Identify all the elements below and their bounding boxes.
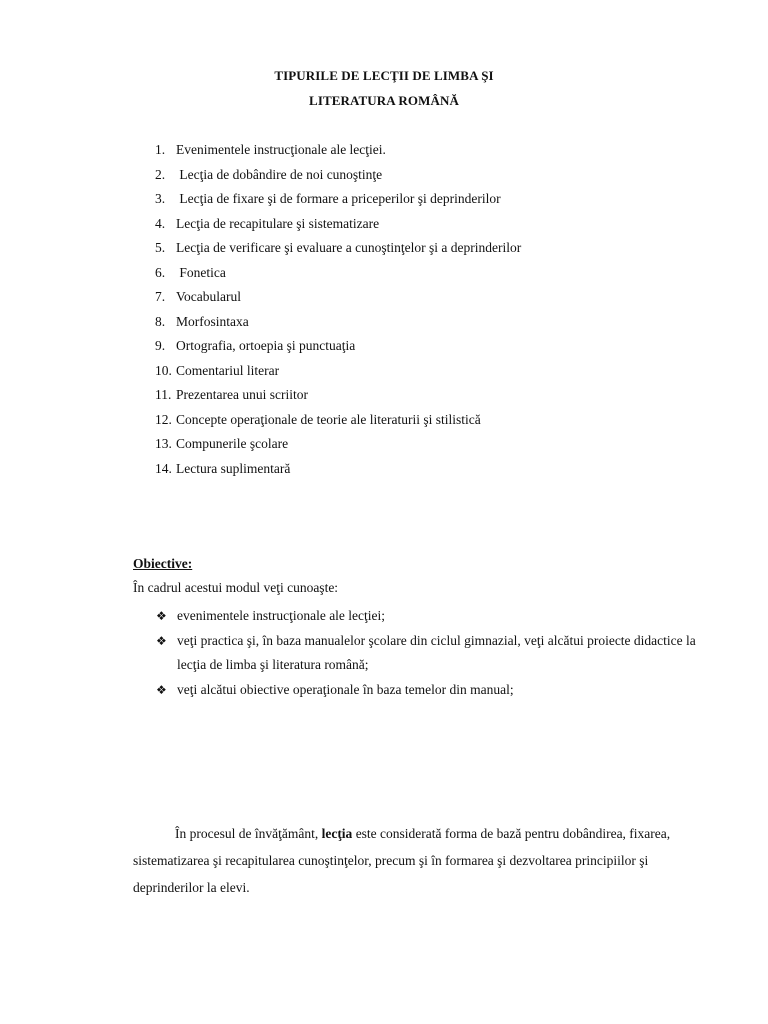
item-number: 1. [155, 142, 166, 157]
list-item [155, 313, 521, 338]
list-item [155, 386, 521, 411]
diamond-bullet-icon: ❖ [156, 633, 167, 648]
item-text: Evenimentele instrucţionale ale lecţiei. [176, 142, 386, 157]
item-number: 4. [155, 215, 166, 231]
item-text: Lectura suplimentară [176, 460, 291, 476]
list-item [155, 288, 521, 313]
objectives-list [156, 604, 696, 702]
objective-item [156, 678, 696, 703]
item-text: Concepte operaţionale de teorie ale literaturii şi stilistică [176, 411, 481, 427]
item-text: Lecţia de verificare şi evaluare a cunoştinţelor şi a deprinderilor [176, 240, 522, 255]
body-paragraph [133, 820, 673, 901]
item-text: Lecţia de fixare şi de formare a priceperilor şi deprinderilor [176, 191, 501, 206]
objective-item [156, 629, 696, 678]
list-item [155, 141, 521, 166]
item-number: 9. [155, 338, 166, 353]
item-number: 7. [155, 289, 166, 304]
objective-item [156, 604, 696, 629]
objectives-intro: În cadrul acestui modul veţi cunoaşte: [133, 580, 339, 595]
list-item [155, 239, 521, 264]
item-number: 3. [155, 191, 166, 206]
list-item [155, 435, 521, 460]
item-number: 2. [155, 166, 166, 182]
objective-text: veţi alcătui obiective operaţionale în baza temelor din manual; [177, 681, 514, 697]
item-text: Comentariul literar [176, 362, 280, 378]
paragraph-text-start: În procesul de învăţământ, [175, 826, 322, 841]
list-item [155, 411, 521, 436]
objectives-heading: Obiective: [133, 556, 193, 571]
list-item [155, 337, 521, 362]
item-number: 5. [155, 240, 166, 255]
item-text: Vocabularul [176, 289, 241, 304]
item-text: Compunerile şcolare [176, 436, 289, 451]
list-item [155, 460, 521, 485]
topics-list [155, 141, 521, 484]
paragraph-bold-term: lecţia [321, 826, 353, 841]
document-title-line-2: LITERATURA ROMÂNĂ [309, 93, 459, 108]
item-number: 13. [155, 436, 172, 451]
list-item [155, 166, 521, 191]
item-text: Ortografia, ortoepia şi punctuaţia [176, 338, 356, 353]
list-item [155, 215, 521, 240]
list-item [155, 362, 521, 387]
item-text: Lecţia de dobândire de noi cunoştinţe [176, 166, 383, 182]
item-number: 14. [155, 460, 172, 476]
diamond-bullet-icon: ❖ [156, 609, 167, 623]
item-number: 10. [155, 362, 172, 378]
objective-text: veţi practica şi, în baza manualelor şcolare din ciclul gimnazial, veţi alcătui proiecte didactice la lecţia de limba şi literatura română; [177, 632, 696, 672]
item-number: 11. [155, 387, 172, 402]
item-text: Prezentarea unui scriitor [176, 387, 308, 402]
list-item [155, 264, 521, 289]
objective-text: evenimentele instrucţionale ale lecţiei; [177, 608, 386, 623]
diamond-bullet-icon: ❖ [156, 682, 167, 697]
item-number: 8. [155, 313, 166, 329]
item-text: Morfosintaxa [176, 313, 249, 329]
item-number: 6. [155, 264, 166, 280]
document-title-line-1: TIPURILE DE LECŢII DE LIMBA ŞI [274, 68, 494, 83]
list-item [155, 190, 521, 215]
item-number: 12. [155, 411, 172, 427]
item-text: Lecţia de recapitulare şi sistematizare [176, 215, 380, 231]
paragraph-text-end: este considerată forma de bază pentru dobândirea, fixarea, sistematizarea şi recapitularea cunoştinţelor, precum şi în formarea şi dezvoltarea principiilor şi deprinderilor la elevi. [133, 826, 671, 895]
item-text: Fonetica [176, 264, 226, 280]
